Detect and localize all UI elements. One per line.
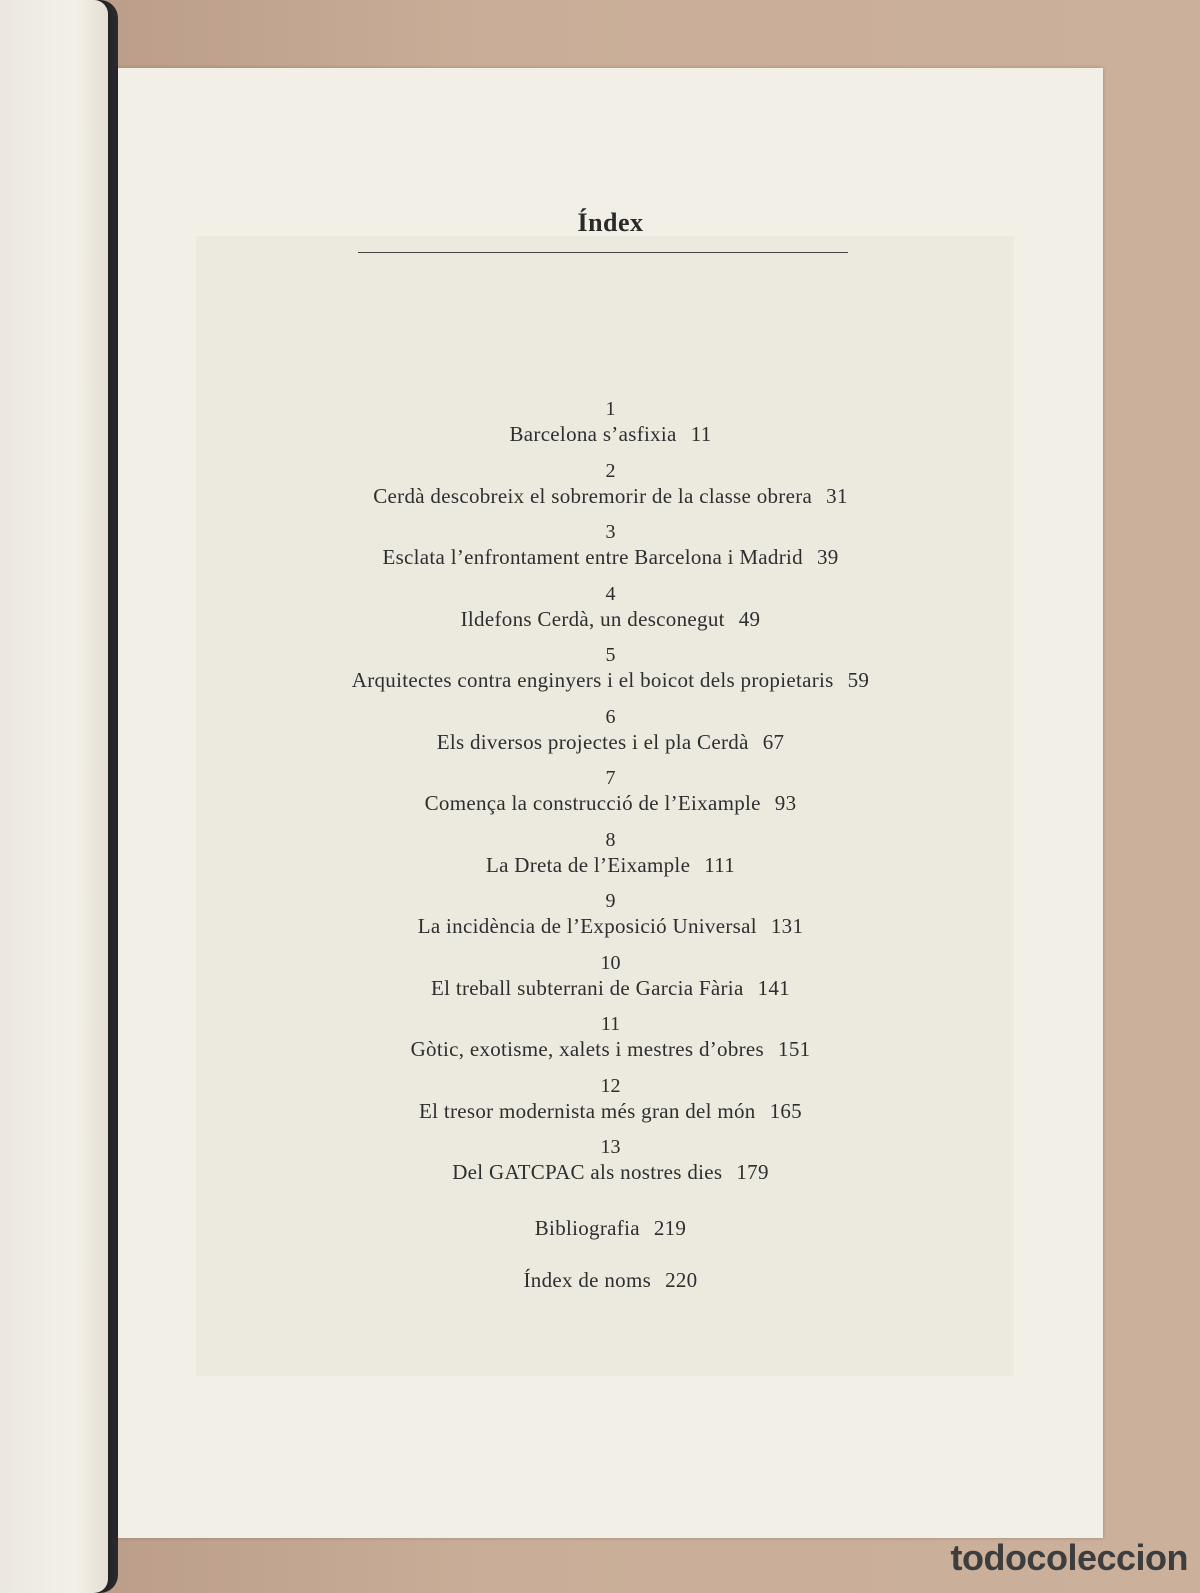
chapter-line (118, 543, 1103, 571)
chapter-page: 49 (738, 606, 761, 631)
chapter-page: 31 (826, 483, 848, 508)
toc-entry (118, 460, 1103, 522)
toc-entry (118, 398, 1103, 460)
chapter-title: Cerdà descobreix el sobremorir de la classe obrera (373, 483, 813, 508)
chapter-number: 7 (605, 767, 616, 789)
chapter-line (118, 1097, 1103, 1125)
chapter-line (118, 605, 1103, 633)
chapter-page: 141 (757, 975, 790, 1000)
chapter-page: 179 (736, 1160, 769, 1184)
chapter-number: 9 (605, 890, 616, 912)
chapter-page: 131 (770, 914, 804, 938)
chapter-page: 67 (762, 729, 785, 754)
chapter-line (118, 851, 1103, 879)
chapter-number: 13 (600, 1136, 621, 1158)
chapter-title: El tresor modernista més gran del món (419, 1098, 756, 1123)
chapter-line (118, 728, 1103, 756)
table-of-contents (118, 398, 1103, 1294)
chapter-title: Barcelona s’asfixia (509, 422, 677, 446)
chapter-line (118, 1035, 1103, 1063)
chapter-title: La Dreta de l’Eixample (485, 852, 691, 877)
toc-entry (118, 829, 1103, 891)
chapter-page: 151 (778, 1037, 811, 1061)
chapter-number: 4 (605, 582, 616, 605)
watermark: todocoleccion (950, 1537, 1188, 1578)
chapter-title: Gòtic, exotisme, xalets i mestres d’obres (410, 1037, 765, 1061)
chapter-page: 111 (704, 852, 736, 877)
chapter-page: 11 (690, 422, 712, 446)
left-page (0, 0, 108, 1593)
chapter-line (118, 789, 1103, 817)
chapter-title: Arquitectes contra enginyers i el boicot dels propietaris (351, 668, 834, 692)
chapter-number: 8 (605, 828, 616, 851)
chapter-page: 39 (816, 545, 839, 569)
page-title: Índex (577, 208, 644, 237)
chapter-line (118, 1158, 1103, 1186)
extra-page: 219 (653, 1215, 687, 1240)
toc-entry (118, 644, 1103, 706)
toc-entry (118, 1136, 1103, 1198)
title-rule (358, 252, 848, 253)
chapter-title: Els diversos projectes i el pla Cerdà (436, 729, 749, 754)
toc-extra-name-index (118, 1266, 1103, 1294)
chapter-number: 1 (605, 398, 616, 420)
chapter-title: La incidència de l’Exposició Universal (417, 914, 757, 938)
toc-entry (118, 1013, 1103, 1075)
chapter-line (118, 666, 1103, 694)
chapter-number: 11 (600, 1013, 621, 1035)
toc-entry (118, 767, 1103, 829)
chapter-page: 93 (774, 791, 797, 815)
chapter-page: 165 (769, 1098, 802, 1123)
chapter-line (118, 420, 1103, 448)
toc-entry (118, 1075, 1103, 1137)
extra-title: Bibliografia (534, 1215, 640, 1240)
chapter-title: El treball subterrani de Garcia Fària (431, 975, 744, 1000)
extra-title: Índex de noms (523, 1267, 652, 1292)
chapter-title: Ildefons Cerdà, un desconegut (460, 606, 725, 631)
chapter-number: 12 (600, 1074, 621, 1097)
chapter-title: Esclata l’enfrontament entre Barcelona i Madrid (382, 545, 803, 569)
chapter-number: 5 (605, 644, 616, 666)
chapter-line (118, 482, 1103, 510)
toc-entry (118, 583, 1103, 645)
extra-page: 220 (665, 1267, 698, 1292)
toc-extra-bibliography (118, 1214, 1103, 1242)
chapter-number: 6 (605, 705, 616, 728)
chapter-page: 59 (847, 668, 870, 692)
chapter-number: 3 (605, 521, 616, 543)
toc-entry (118, 952, 1103, 1014)
chapter-number: 10 (600, 951, 621, 974)
chapter-line (118, 912, 1103, 940)
index-page (118, 68, 1103, 1538)
chapter-title: Del GATCPAC als nostres dies (452, 1160, 723, 1184)
chapter-title: Comença la construcció de l’Eixample (424, 791, 761, 815)
chapter-line (118, 974, 1103, 1002)
toc-entry (118, 890, 1103, 952)
toc-entry (118, 706, 1103, 768)
chapter-number: 2 (605, 459, 616, 482)
toc-entry (118, 521, 1103, 583)
